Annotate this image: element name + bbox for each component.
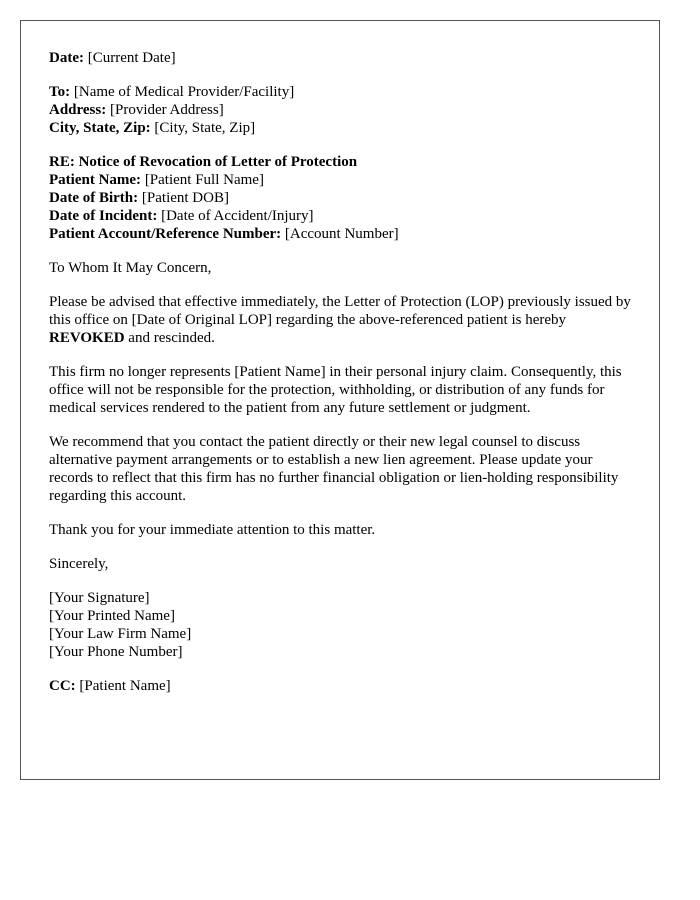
paragraph-thanks: Thank you for your immediate attention to this matter. xyxy=(49,522,376,538)
dob-value: [Patient DOB] xyxy=(141,190,229,206)
account-label: Patient Account/Reference Number: xyxy=(49,226,282,242)
date-value: [Current Date] xyxy=(87,50,176,66)
re-subject: RE: Notice of Revocation of Letter of Protection xyxy=(49,154,358,170)
firm-name-line: [Your Law Firm Name] xyxy=(49,626,192,642)
city-line xyxy=(49,119,631,137)
patient-name-label: Patient Name: xyxy=(49,172,142,188)
letter-page xyxy=(20,20,660,780)
address-label: Address: xyxy=(49,102,107,118)
signature-line: [Your Signature] xyxy=(49,590,150,606)
dob-line xyxy=(49,189,631,207)
paragraph-representation: This firm no longer represents [Patient Name] in their personal injury claim. Consequently, this office will not be responsible for the protection, withholding, or distribution of any funds for medical services rendered to the patient from any future settlement or judgment. xyxy=(49,364,622,416)
patient-name-value: [Patient Full Name] xyxy=(144,172,264,188)
patient-name-line xyxy=(49,171,631,189)
paragraph-revocation xyxy=(49,293,631,347)
phone-line: [Your Phone Number] xyxy=(49,644,183,660)
closing: Sincerely, xyxy=(49,556,109,572)
address-line xyxy=(49,101,631,119)
account-value: [Account Number] xyxy=(284,226,399,242)
to-label: To: xyxy=(49,84,71,100)
to-value: [Name of Medical Provider/Facility] xyxy=(73,84,295,100)
incident-value: [Date of Accident/Injury] xyxy=(161,208,314,224)
revoked-emphasis: REVOKED xyxy=(49,330,125,346)
paragraph-revocation-end: and rescinded. xyxy=(128,330,215,346)
to-line xyxy=(49,83,631,101)
date-label: Date: xyxy=(49,50,84,66)
printed-name-line: [Your Printed Name] xyxy=(49,608,175,624)
cc-line xyxy=(49,677,631,695)
incident-line xyxy=(49,207,631,225)
paragraph-revocation-text: Please be advised that effective immediately, the Letter of Protection (LOP) previously issued by this office on [Date of Original LOP] regarding the above-referenced patient is hereby xyxy=(49,294,631,328)
cc-value: [Patient Name] xyxy=(79,678,171,694)
cc-label: CC: xyxy=(49,678,76,694)
city-value: [City, State, Zip] xyxy=(154,120,256,136)
incident-label: Date of Incident: xyxy=(49,208,158,224)
account-line xyxy=(49,225,631,243)
city-label: City, State, Zip: xyxy=(49,120,151,136)
salutation: To Whom It May Concern, xyxy=(49,260,212,276)
dob-label: Date of Birth: xyxy=(49,190,139,206)
date-line xyxy=(49,49,631,67)
address-value: [Provider Address] xyxy=(109,102,224,118)
paragraph-recommendation: We recommend that you contact the patient directly or their new legal counsel to discuss alternative payment arrangements or to establish a new lien agreement. Please update your records to reflect that this firm has no further financial obligation or lien-holding responsibility regarding this account. xyxy=(49,434,619,504)
re-line xyxy=(49,153,631,171)
